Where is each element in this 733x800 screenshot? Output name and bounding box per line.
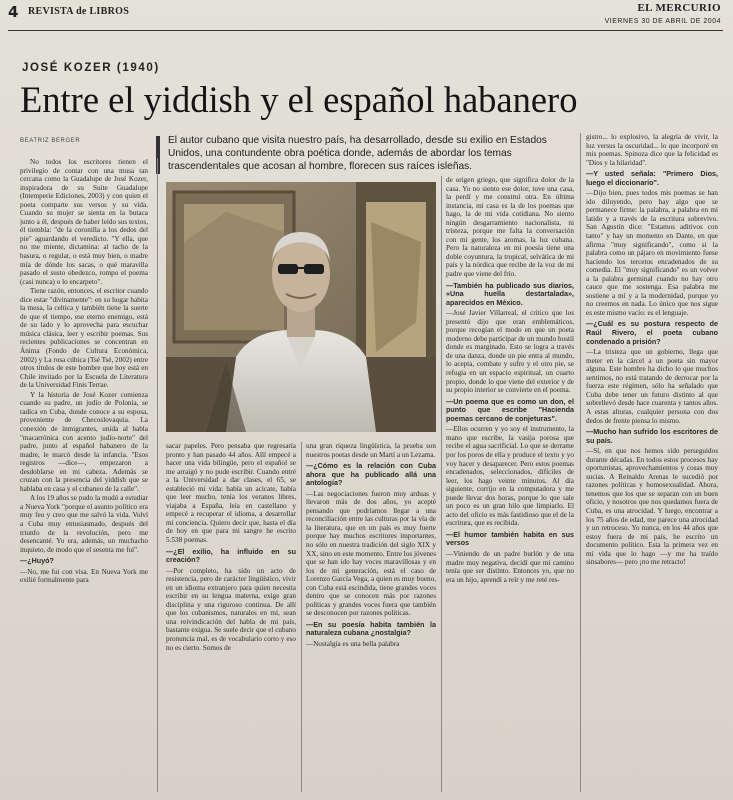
interview-answer: —La tristeza que un gobierno, llega que meter en la cárcel a un poeta sin mayor alguna. Este hombre ha dicho lo que muchos sentimos, no está tratando de derrocar por la fuerza este régimen, sólo ha señalado que Cuba debe tener un futuro distinto al que sobrellevó desde hace cuarenta y tantos años. A estas alturas, cualquier persona con dos dedos de frente piensa lo mismo. [586, 348, 718, 425]
interview-answer: —Nostalgia es una bella palabra [306, 640, 400, 649]
article-deck: El autor cubano que visita nuestro país, ha desarrollado, desde su exilio en Estados Unidos, una contundente obra poética donde, además de abordar los temas trascendentales que acosan al hombre, florecen sus raíces isleñas. [168, 135, 547, 173]
interview-answer: —No, me fui con visa. En Nueva York me exilié formalmente para [20, 567, 148, 585]
article-column-5 [586, 133, 718, 794]
article-column-4 [446, 176, 574, 794]
column-divider [441, 176, 442, 792]
paragraph: de origen griego, que significa dolor de la casa. Yo no siento ese dolor, tuve una casa, la perdí y me construí otra. En última instancia, mi casa es la de los poemas que hago, la de mi vida cotidiana. No siento ningún desgarramiento nacionalista, ni tristeza, porque me falta la conversación con mi gente, los aromas, la luz cubana. Pero la naturaleza en mi poesía tiene una doble coyuntura, la tropical, selvática de mi país y la nórdica que recibe de la voz de mi padre que viene del frío. [446, 176, 574, 279]
interview-answer: —Dijo bien, pues todos mis poemas se han ido diluyendo, pero hay algo que se permanece firme: la palabra, a palabra en mí latido y a través de la escritura sobrevivo. San Agustín dice: "Estamos aditivos con tanto" y hay un momento en Dante, en que afirma "muy significando", como si la palabra como un pájaro en movimiento fuese haciendo los tercetos encadenados de su comedia. El "muy significando" es un volver a la palabra germinal cuando no hay otro cauce que me sostenga. Esa palabra me sostiene a mí y a la modernidad, porque yo no creemos en nada. Lo único que nos sigue es este mismo vacío: es el lenguaje. [586, 189, 718, 317]
interview-question: —El humor también habita en sus versos [446, 529, 574, 548]
article-column-1 [20, 158, 148, 794]
paragraph: No todos los escritores tienen el privilegio de contar con una musa tan cercana como la Guadalupe de José Kozer, inspiradora de su Suite Guadalupe (Intemperie Ediciones, 2003) y con quien el poeta comparte sus versos y su vida. Cuando su mujer se sienta en la butaca junto a él, después de haber leído sus textos, él tiembla: "de la coronilla a los dedos del pie" aguardando el veredicto. "Y ella, que no me miente, dictamina: al tacho de la basura, o regular, o está muy bien, o madre mía de dónde los sacas, o qué maravilla pasado el susto obedezco, rompo el poema (casi nunca) o lo encarpeto". [20, 158, 148, 286]
column-divider [157, 158, 158, 792]
article-column-3 [306, 442, 436, 794]
author-photo [166, 182, 436, 432]
byline: BEATRIZ BERGER [20, 138, 81, 144]
interview-question: —¿Cuál es su postura respecto de Raúl Rivero, el poeta cubano condenado a prisión? [586, 319, 718, 346]
interview-answer: —José Javier Villarreal, el crítico que los presentó dijo que eran emblemáticos, porque recogían el modo en que un poeta moderno debe participar de un mundo hostil donde es marginado. Esto se logra a través de una danza, donde un pie entra al mundo, lo acepta, combate y sufre y el otro pie, se refugia en un espacio espiritual, un cuarto propio, donde lo que viene del exterior y de su propio interior se convierte en el poema. [446, 309, 574, 395]
interview-question: —¿Cómo es la relación con Cuba ahora que ha publicado allá una antología? [306, 461, 436, 488]
page-number: 4 [8, 3, 19, 21]
interview-question: —Mucho han sufrido los escritores de su país. [586, 427, 718, 445]
interview-question: —En su poesía habita también la naturaleza cubana ¿nostalgia? [306, 619, 436, 638]
interview-question: —Y usted señala: "Primero Dios, luego el diccionario". [586, 169, 718, 187]
column-divider [580, 133, 581, 792]
interview-question: —Un poema que es como un don, el punto que escribe "Hacienda poemas cercano de conjeturas". [446, 396, 574, 423]
paragraph: una gran riqueza lingüística, la prueba son nuestros poetas desde un Martí a un Lezama. [306, 442, 436, 459]
issue-date: VIERNES 30 DE ABRIL DE 2004 [604, 18, 721, 25]
paragraph: sacar papeles. Pero pensaba que regresaría pronto y han pasado 44 años. Allí empecé a hacer una vida bilingüe, pero el español se me arraigó y no pude escribir. Cuando entré a la Universidad a dar clases, el 65, se estableció mi vida: había un acicate, había que leer mucho, tenía los veranos libres, viajaba a España, leía en castellano y empecé a recuperar el idioma, a desarrollar mi conciencia. Quiero decir que, hasta el día de hoy en que para mi sangre he escrito 5.538 poemas. [166, 442, 296, 545]
column-divider [301, 442, 302, 792]
portrait-image [166, 182, 436, 432]
interview-answer: —Ellos ocurren y yo soy el instrumento, la mano que escribe, la vasija porosa que recibe el agua sacrificial. Lo que se derrame por los poros de ella y produce el texto y yo voy hacer y desaparecer. Pero estos poemas encadenados, seleccionados, difíciles de leer, los hago veinte minutos. Al día siguiente, corrijo en la computadora y me puede llevar dos horas, porque lo que sale un poco es un gran hilo que limpiarlo. El acto del oficio es más fastidioso que el de la escritura, que es recibida. [446, 425, 574, 528]
paragraph: gistro... lo explosivo, la alegría de vivir, la luz versus la oscuridad... lo que incorporé en mis poemas. Spinoza dice que la felicidad es "Dios y la hilaridad". [586, 133, 718, 167]
interview-question: —¿Huyó? [20, 556, 54, 566]
paragraph: Y la historia de José Kozer comienza cuando su padre, un judío de Polonia, se radica en Cuba, donde conoce a su esposa, proveniente de Checoslovaquia. La conexión de inmigrantes, unida al habla "macarrónica con acento judío-norte" del padre, junto al español habanero de la madre, le marcó desde la infancia. "Esos registros —dice—, empezaron a desdoblarse en mi cabeza. Además se cruzan con la presencia del yiddish que se hablaba en casa y el cubaneo de la calle". [20, 390, 148, 493]
interview-question: —¿El exilio, ha influido en su creación? [166, 546, 296, 565]
paragraph: A los 19 años se pudo la mudó a estudiar a Nueva York "porque el asunto político era muy feo y creo que me salvó la vida. Volví a Cuba muy entusiasmado, después del triunfo de la revolución, pero me desencanté. Yo era, además, un muchacho inquieto, de modo que el sesenta me fui". [20, 494, 148, 554]
author-heading: JOSÉ KOZER (1940) [22, 62, 160, 74]
interview-answer: —Viniendo de un padre burlón y de una madre muy negativa, decidí que mi camino tenía que ser distinto. Entonces yo, que no era un hijo, aprendí a reír y me reté res- [446, 549, 574, 584]
paragraph: Tiene razón, entonces, el escritor cuando dice estar "divinamente": en su hogar habita la musa, la celtica y también tiene la suerte de que el tiempo, ese eterno enemigo, está de su lado y lo aprovecha para escuchar música clásica, leer y escribir poemas. Sus recientes publicaciones se concentran en Ánima (Fondo de Cultura Económica, 2002) y La rosa cúbica (Tsé Tsé, 2002) entre otros títulos de este hombre que hoy está en Chile invitado por la Escuela de Literatura de la Universidad Finis Terrae. [20, 287, 148, 390]
article-column-2 [166, 442, 296, 794]
masthead-rule [8, 30, 723, 31]
interview-answer: —Sí, en que nos hemos sido perseguidos durante décadas. En todos estos procesos hay oportunistas, aprovechamientos y cosas muy sucias. A Reinaldo Arenas le sucedió por razones políticas y homosexualidad. Ahora, tenemos que los que se separan con un buen oficio, y nosotros que nos quedamos fuera de Cuba, es una atrocidad. Y luego, encontrar a los 75 años de edad, me parece una atrocidad y un retroceso. Yo nunca, en los 44 años que estoy fuera de mi país, he escrito un documento político. Esta la primera vez en mi vida que lo hago —y me ha traído sinsabores— pero ¡no me retracto! [586, 447, 718, 567]
interview-question: —También ha publicado sus diarios, «Una huella destartalada», aparecidos en México. [446, 280, 574, 307]
headline: Entre el yiddish y el español habanero [20, 79, 578, 120]
interview-answer: —Por completo, ha sido un acto de resistencia, pero de carácter lingüístico, vivir en un idioma extranjero para quien necesita escribir en su lengua materna, exige gran disciplina y una riguroso continua. De allí que los cubanismos, naturales en mí, sean una reivindicación del habla de mi país, bastante exigua. Se suele decir que el cubano pronuncia mal, es de vocabulario corto y eso no es cierto. Somos de [166, 566, 296, 652]
newspaper-name: EL MERCURIO [637, 2, 721, 14]
interview-answer: —Las negociaciones fueron muy arduas y llevaron más de dos años, yo acepté pensando que podríamos llegar a una reconciliación entre las culturas por la vía de la literatura, que en un país es muy fuerte porque hay muchos escritores importantes, no sólo en nuestra tradición del siglo XIX y XX, sino en este momento. Entre los jóvenes que se han ido hay voces maravillosas y en los de mi generación, está el caso de Lorenzo García Vega, a quien es muy bueno, con Cuba está escindida, tiene grandes voces dentro que se conocen más por razones políticas y grandes voces fuera que también se desconocen por razones políticas. [306, 489, 436, 618]
section-title: REVISTA de LIBROS [28, 6, 130, 17]
